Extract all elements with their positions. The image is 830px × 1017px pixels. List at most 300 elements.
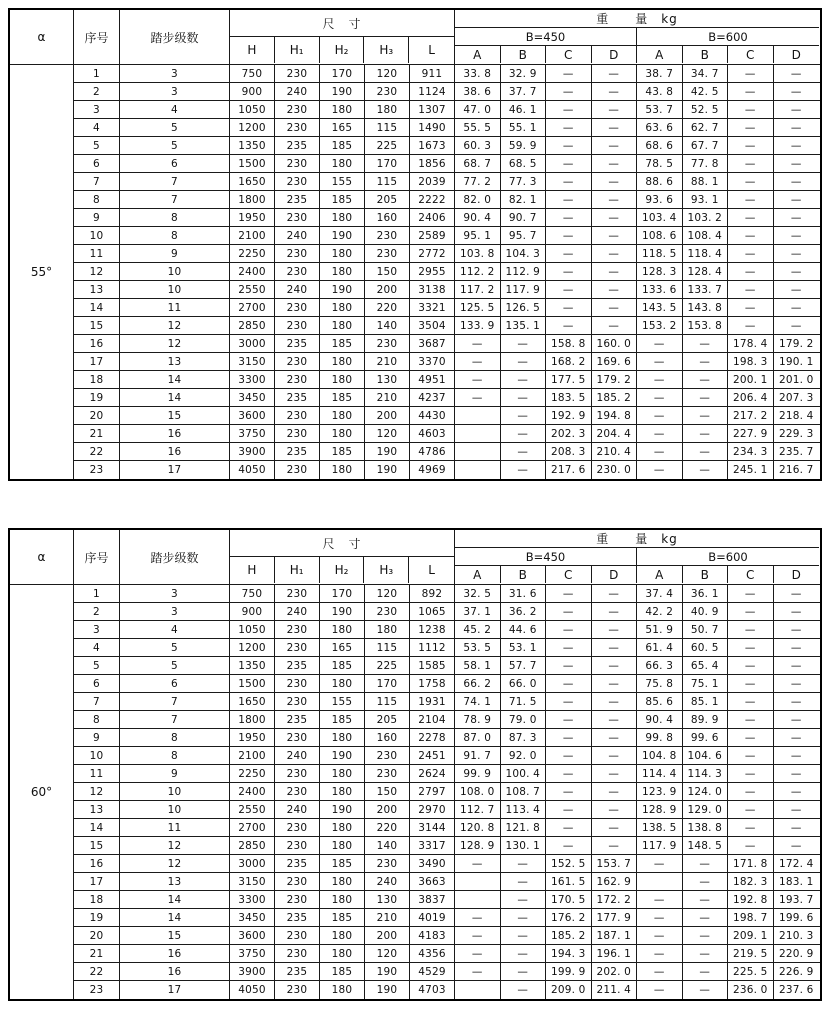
cell: 1200 xyxy=(230,639,275,656)
cell: 1307 xyxy=(410,101,455,118)
header-weight-col: D xyxy=(592,566,638,583)
cell: 200 xyxy=(365,927,410,944)
cell: 198. 3 xyxy=(728,353,774,370)
cell: 185 xyxy=(320,443,365,460)
cell: 117. 9 xyxy=(637,837,683,854)
cell: — xyxy=(501,963,547,980)
cell: 103. 4 xyxy=(637,209,683,226)
cell: 143. 5 xyxy=(637,299,683,316)
cell: — xyxy=(546,101,592,118)
cell: 66. 2 xyxy=(455,675,501,692)
cell: 180 xyxy=(320,461,365,479)
cell: 4237 xyxy=(410,389,455,406)
cell: 185 xyxy=(320,855,365,872)
cell: — xyxy=(501,371,547,388)
cell xyxy=(455,443,501,460)
cell: — xyxy=(790,67,802,80)
table-row xyxy=(74,173,820,191)
cell: — xyxy=(728,209,774,226)
cell: 103. 8 xyxy=(455,245,501,262)
cell: 1800 xyxy=(230,191,275,208)
cell: 235 xyxy=(275,137,320,154)
header-steps-label: 踏步级数 xyxy=(120,530,230,584)
cell: — xyxy=(546,585,592,602)
cell: 230 xyxy=(275,621,320,638)
cell: 153. 8 xyxy=(683,317,729,334)
cell: 2104 xyxy=(410,711,455,728)
cell: 200 xyxy=(365,407,410,424)
cell: 170. 5 xyxy=(546,891,592,908)
cell: 229. 3 xyxy=(778,427,814,440)
cell: 2700 xyxy=(230,819,275,836)
cell: 55. 1 xyxy=(501,119,547,136)
cell: 180 xyxy=(320,353,365,370)
cell: 158. 8 xyxy=(546,335,592,352)
cell: — xyxy=(683,873,729,890)
cell: 90. 7 xyxy=(501,209,547,226)
cell: 190 xyxy=(365,443,410,460)
cell: 160 xyxy=(365,209,410,226)
cell: 217. 2 xyxy=(728,407,774,424)
cell: 211. 4 xyxy=(592,981,638,999)
header-alpha-label: α xyxy=(10,530,74,584)
cell: 126. 5 xyxy=(501,299,547,316)
cell: 180 xyxy=(320,209,365,226)
cell: 2451 xyxy=(410,747,455,764)
cell: 3900 xyxy=(230,443,275,460)
cell: 230 xyxy=(365,747,410,764)
cell: 208. 3 xyxy=(546,443,592,460)
header-dim-col: H₃ xyxy=(364,37,409,63)
header-dim-col: H₂ xyxy=(320,557,365,583)
cell: 180 xyxy=(320,927,365,944)
cell: 216. 7 xyxy=(778,464,814,476)
cell: 230 xyxy=(275,317,320,334)
cell: 3663 xyxy=(410,873,455,890)
cell: 185 xyxy=(320,389,365,406)
cell: — xyxy=(546,263,592,280)
cell: 165 xyxy=(320,119,365,136)
cell: 2700 xyxy=(230,299,275,316)
cell: 177. 5 xyxy=(546,371,592,388)
header-dims-title-row xyxy=(230,530,454,557)
cell: 140 xyxy=(365,317,410,334)
cell: 95. 1 xyxy=(455,227,501,244)
cell: 180 xyxy=(320,407,365,424)
header-dim-col: H₁ xyxy=(275,557,320,583)
cell: — xyxy=(455,927,501,944)
cell: 235 xyxy=(275,909,320,926)
header-weight-col: A xyxy=(637,46,683,63)
cell: 8 xyxy=(74,191,120,208)
cell: — xyxy=(592,281,638,298)
cell: 2400 xyxy=(230,263,275,280)
header-dim-col: H₁ xyxy=(275,37,320,63)
table-row xyxy=(74,783,820,801)
cell: 230 xyxy=(275,819,320,836)
header-dim-cols xyxy=(230,557,454,583)
cell: — xyxy=(728,729,774,746)
cell: 3150 xyxy=(230,873,275,890)
cell: — xyxy=(728,263,774,280)
table-row xyxy=(74,245,820,263)
cell: 194. 8 xyxy=(592,407,638,424)
cell: 230 xyxy=(275,173,320,190)
cell: 240 xyxy=(275,227,320,244)
cell: 95. 7 xyxy=(501,227,547,244)
cell: 82. 0 xyxy=(455,191,501,208)
cell: 53. 7 xyxy=(637,101,683,118)
cell: — xyxy=(546,119,592,136)
cell: 10 xyxy=(74,747,120,764)
cell: 133. 9 xyxy=(455,317,501,334)
cell: — xyxy=(728,227,774,244)
cell: — xyxy=(637,371,683,388)
cell: 2406 xyxy=(410,209,455,226)
cell: 114. 4 xyxy=(637,765,683,782)
cell: 3 xyxy=(74,101,120,118)
table-row xyxy=(74,909,820,927)
cell: — xyxy=(683,927,729,944)
cell: 1800 xyxy=(230,711,275,728)
cell: — xyxy=(683,425,729,442)
cell: — xyxy=(501,407,547,424)
table-row xyxy=(74,227,820,245)
cell: 1950 xyxy=(230,729,275,746)
cell: — xyxy=(592,245,638,262)
cell: 220. 9 xyxy=(778,947,814,960)
cell: 37. 4 xyxy=(637,585,683,602)
cell: 180 xyxy=(320,891,365,908)
cell: 210 xyxy=(365,909,410,926)
cell: — xyxy=(592,209,638,226)
cell: 135. 1 xyxy=(501,317,547,334)
cell: — xyxy=(546,209,592,226)
cell xyxy=(455,891,501,908)
cell: 117. 2 xyxy=(455,281,501,298)
cell: 2550 xyxy=(230,801,275,818)
cell: 87. 0 xyxy=(455,729,501,746)
table-row xyxy=(74,83,820,101)
cell: — xyxy=(501,873,547,890)
cell: 3144 xyxy=(410,819,455,836)
cell: 74. 1 xyxy=(455,693,501,710)
cell: 192. 8 xyxy=(728,891,774,908)
table-row xyxy=(74,801,820,819)
cell: 128. 3 xyxy=(637,263,683,280)
cell: — xyxy=(637,927,683,944)
cell: 235 xyxy=(275,443,320,460)
cell: 190 xyxy=(320,747,365,764)
cell: 3490 xyxy=(410,855,455,872)
cell: 123. 9 xyxy=(637,783,683,800)
cell: — xyxy=(683,855,729,872)
cell: 63. 6 xyxy=(637,119,683,136)
cell: 4703 xyxy=(410,981,455,999)
cell: 11 xyxy=(74,245,120,262)
cell: 183. 1 xyxy=(778,875,814,888)
header-weight-group: B=600 xyxy=(708,29,748,44)
cell: — xyxy=(592,173,638,190)
cell: 53. 1 xyxy=(501,639,547,656)
cell: — xyxy=(637,353,683,370)
table-row xyxy=(74,137,820,155)
header-weight-col: B xyxy=(683,566,729,583)
cell: 3450 xyxy=(230,389,275,406)
cell: — xyxy=(728,137,774,154)
cell: — xyxy=(592,621,638,638)
cell: — xyxy=(501,981,547,999)
cell: 193. 7 xyxy=(778,893,814,906)
cell: 118. 4 xyxy=(683,245,729,262)
table-row xyxy=(74,585,820,603)
cell: 179. 2 xyxy=(778,337,814,350)
cell: — xyxy=(546,281,592,298)
header-dims-title: 尺 寸 xyxy=(322,16,362,31)
cell: 9 xyxy=(74,729,120,746)
table-row xyxy=(74,407,820,425)
cell: 230 xyxy=(275,209,320,226)
cell: — xyxy=(501,335,547,352)
header-alpha-label: α xyxy=(10,10,74,64)
cell: — xyxy=(501,461,547,479)
cell: — xyxy=(790,193,802,206)
cell: 8 xyxy=(120,227,230,244)
cell: 77. 3 xyxy=(501,173,547,190)
alpha-value: 55° xyxy=(10,65,74,479)
cell: 16 xyxy=(120,945,230,962)
cell: — xyxy=(455,855,501,872)
cell: — xyxy=(728,299,774,316)
cell: 13 xyxy=(74,801,120,818)
table-row xyxy=(74,621,820,639)
cell: 185 xyxy=(320,191,365,208)
cell: — xyxy=(592,65,638,82)
cell: — xyxy=(455,371,501,388)
cell: — xyxy=(546,837,592,854)
cell: — xyxy=(790,821,802,834)
cell: — xyxy=(728,245,774,262)
table-row xyxy=(74,281,820,299)
cell: — xyxy=(546,173,592,190)
cell: 148. 5 xyxy=(683,837,729,854)
cell: 180 xyxy=(320,155,365,172)
cell: 59. 9 xyxy=(501,137,547,154)
cell: 170 xyxy=(320,65,365,82)
header-weight-cols xyxy=(455,566,819,583)
header-dimensions-block xyxy=(230,10,455,64)
cell xyxy=(455,461,501,479)
cell: 180 xyxy=(320,765,365,782)
cell: — xyxy=(728,603,774,620)
cell: 120 xyxy=(365,425,410,442)
cell: 16 xyxy=(74,335,120,352)
cell: 3138 xyxy=(410,281,455,298)
cell: — xyxy=(637,425,683,442)
cell: — xyxy=(728,693,774,710)
cell: 199. 9 xyxy=(546,963,592,980)
cell: 218. 4 xyxy=(778,409,814,422)
cell: 190 xyxy=(320,83,365,100)
cell: 1124 xyxy=(410,83,455,100)
cell: 82. 1 xyxy=(501,191,547,208)
cell: 99. 6 xyxy=(683,729,729,746)
cell: 230 xyxy=(365,245,410,262)
cell: 230 xyxy=(275,371,320,388)
cell: 7 xyxy=(120,693,230,710)
cell: — xyxy=(728,621,774,638)
cell: 227. 9 xyxy=(728,425,774,442)
cell: 104. 8 xyxy=(637,747,683,764)
cell: — xyxy=(592,227,638,244)
cell: 1585 xyxy=(410,657,455,674)
cell: 37. 7 xyxy=(501,83,547,100)
cell: 3150 xyxy=(230,353,275,370)
cell: 66. 3 xyxy=(637,657,683,674)
cell: 133. 7 xyxy=(683,281,729,298)
table-body xyxy=(10,65,820,479)
cell: 240 xyxy=(365,873,410,890)
cell: 3370 xyxy=(410,353,455,370)
cell: 1350 xyxy=(230,657,275,674)
cell: 1650 xyxy=(230,693,275,710)
cell: 177. 9 xyxy=(592,909,638,926)
cell: 85. 1 xyxy=(683,693,729,710)
cell: 219. 5 xyxy=(728,945,774,962)
cell: — xyxy=(790,103,802,116)
cell: 180 xyxy=(320,675,365,692)
cell: 68. 6 xyxy=(637,137,683,154)
cell: — xyxy=(592,801,638,818)
header-weight-groups xyxy=(455,548,819,566)
cell: 108. 7 xyxy=(501,783,547,800)
cell: 10 xyxy=(74,227,120,244)
cell: 12 xyxy=(74,263,120,280)
cell: 1673 xyxy=(410,137,455,154)
table-row xyxy=(74,155,820,173)
cell: 45. 2 xyxy=(455,621,501,638)
cell: 3300 xyxy=(230,371,275,388)
cell: 16 xyxy=(120,443,230,460)
cell: — xyxy=(546,693,592,710)
cell: — xyxy=(683,945,729,962)
cell: 85. 6 xyxy=(637,693,683,710)
cell: 230 xyxy=(275,891,320,908)
cell: — xyxy=(546,675,592,692)
cell: 13 xyxy=(120,353,230,370)
cell: — xyxy=(501,389,547,406)
cell: 172. 2 xyxy=(592,891,638,908)
cell: 1200 xyxy=(230,119,275,136)
cell: 2 xyxy=(74,603,120,620)
cell: 20 xyxy=(74,407,120,424)
cell: 130 xyxy=(365,371,410,388)
cell: 2624 xyxy=(410,765,455,782)
cell: — xyxy=(592,585,638,602)
cell: 3450 xyxy=(230,909,275,926)
cell: 5 xyxy=(74,657,120,674)
cell: 185. 2 xyxy=(546,927,592,944)
cell: 750 xyxy=(230,585,275,602)
cell: 236. 0 xyxy=(728,981,774,999)
cell: 185. 2 xyxy=(592,389,638,406)
cell: — xyxy=(728,119,774,136)
cell: 11 xyxy=(74,765,120,782)
cell: 201. 0 xyxy=(778,373,814,386)
cell: 15 xyxy=(120,407,230,424)
cell: 2400 xyxy=(230,783,275,800)
cell: — xyxy=(728,747,774,764)
cell: 235 xyxy=(275,711,320,728)
cell: 7 xyxy=(120,191,230,208)
cell: — xyxy=(592,155,638,172)
header-weight-col: A xyxy=(455,46,501,63)
cell: — xyxy=(683,353,729,370)
cell: 9 xyxy=(120,765,230,782)
cell: 20 xyxy=(74,927,120,944)
cell: 8 xyxy=(120,747,230,764)
cell: 230 xyxy=(365,227,410,244)
cell: 32. 5 xyxy=(455,585,501,602)
cell: 190 xyxy=(320,227,365,244)
cell: 892 xyxy=(410,585,455,602)
cell: 10 xyxy=(120,281,230,298)
cell: — xyxy=(592,729,638,746)
cell: — xyxy=(728,657,774,674)
cell: — xyxy=(501,425,547,442)
table-row xyxy=(74,317,820,335)
cell: — xyxy=(546,711,592,728)
cell: 198. 7 xyxy=(728,909,774,926)
cell: — xyxy=(546,155,592,172)
cell: 104. 6 xyxy=(683,747,729,764)
cell: 3600 xyxy=(230,407,275,424)
cell: — xyxy=(683,335,729,352)
cell: 2970 xyxy=(410,801,455,818)
cell: — xyxy=(790,283,802,296)
cell: — xyxy=(546,729,592,746)
cell: 5 xyxy=(120,639,230,656)
cell: 108. 6 xyxy=(637,227,683,244)
cell: — xyxy=(592,317,638,334)
cell: 60. 5 xyxy=(683,639,729,656)
cell: 1350 xyxy=(230,137,275,154)
cell: — xyxy=(683,963,729,980)
cell: 32. 9 xyxy=(501,65,547,82)
table-rows xyxy=(74,585,820,999)
header-dim-col: L xyxy=(428,563,435,577)
cell: — xyxy=(592,675,638,692)
cell: 43. 8 xyxy=(637,83,683,100)
cell: 3300 xyxy=(230,891,275,908)
cell xyxy=(455,425,501,442)
cell: 117. 9 xyxy=(501,281,547,298)
cell: 16 xyxy=(74,855,120,872)
cell: 7 xyxy=(120,711,230,728)
table-row xyxy=(74,963,820,981)
cell: 129. 0 xyxy=(683,801,729,818)
header-weight-col: D xyxy=(791,47,801,62)
cell: 190 xyxy=(365,461,410,479)
cell: — xyxy=(790,121,802,134)
cell: 185 xyxy=(320,909,365,926)
cell: — xyxy=(790,587,802,600)
cell: 240 xyxy=(275,281,320,298)
cell: 38. 6 xyxy=(455,83,501,100)
alpha-value: 60° xyxy=(10,585,74,999)
table-row xyxy=(74,209,820,227)
cell: 75. 1 xyxy=(683,675,729,692)
